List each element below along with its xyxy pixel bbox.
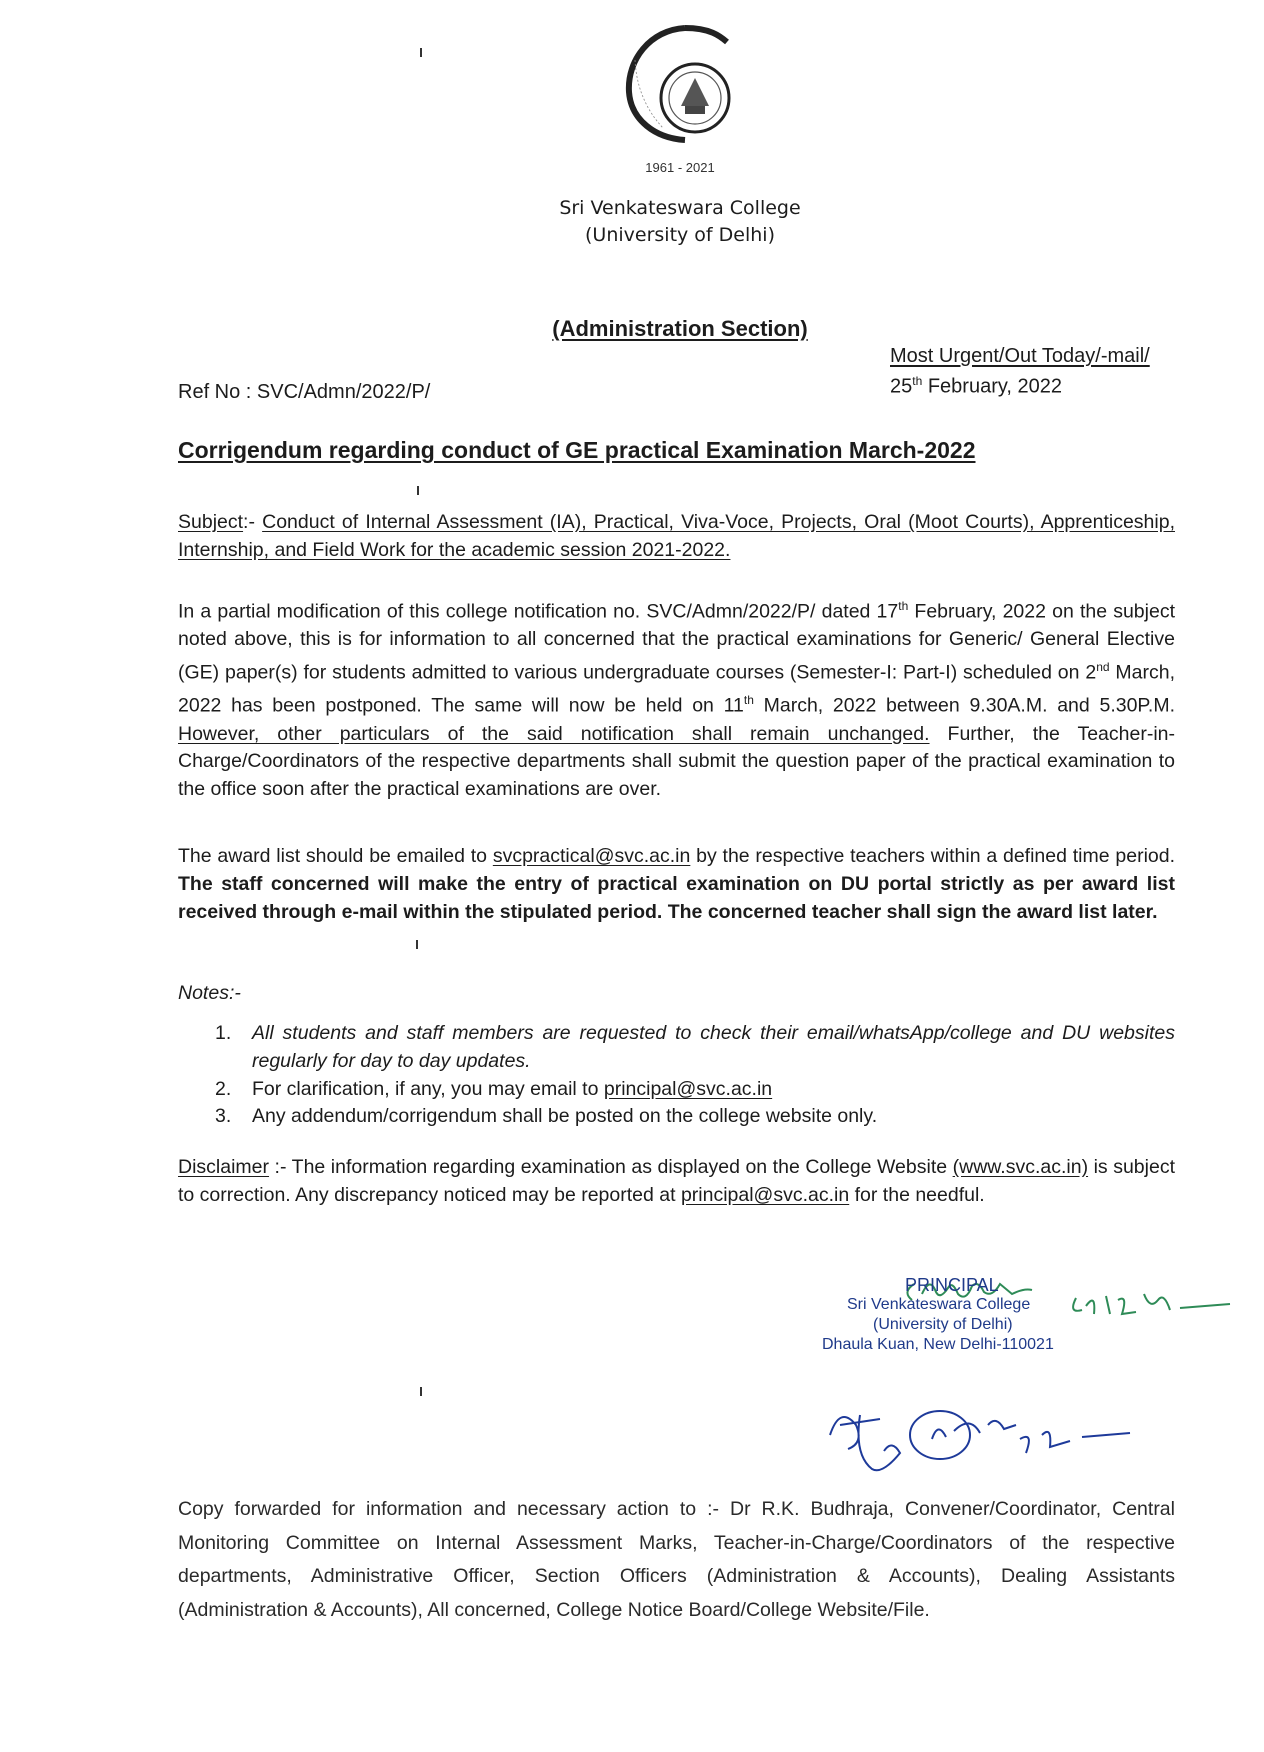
section-title: (Administration Section) — [552, 316, 808, 341]
principal-stamp — [795, 1275, 1115, 1355]
scan-mark — [417, 486, 419, 495]
corrigendum-title: Corrigendum regarding conduct of GE practical Examination March-2022 — [178, 437, 976, 463]
college-logo — [615, 20, 750, 160]
college-header — [480, 195, 880, 249]
notice-date: 25th February, 2022 — [890, 374, 1062, 398]
countersignature — [820, 1395, 1140, 1485]
jubilee-years: 1961 - 2021 — [645, 160, 715, 175]
unchanged-note: However, other particulars of the said notification shall remain unchanged. — [178, 722, 930, 745]
notes-list — [178, 1020, 1175, 1131]
list-item: 3. Any addendum/corrigendum shall be posted on the college website only. — [215, 1105, 878, 1128]
urgency-label: Most Urgent/Out Today/-mail/ — [890, 345, 1150, 367]
college-name: Sri Venkateswara College — [559, 197, 801, 219]
subject-label: Subject — [178, 511, 244, 533]
scan-mark — [420, 48, 422, 57]
stamp-title: PRINCIPAL — [905, 1275, 999, 1295]
list-item: 1. All students and staff members are requested to check their email/whatsApp/college and DU websites regularly for day to day updates. — [215, 1022, 1175, 1072]
stamp-address: Dhaula Kuan, New Delhi-110021 — [822, 1336, 1054, 1353]
scan-mark — [416, 940, 418, 949]
reference-number: Ref No : SVC/Admn/2022/P/ — [178, 381, 431, 403]
notes-heading: Notes:- — [178, 982, 241, 1004]
modification-paragraph: In a partial modification of this college notification no. SVC/Admn/2022/P/ dated 17th February, 2022 on the subject noted above, this is for information to all concerned that the practical examinations for Generic/ General Elective (GE) paper(s) for students admitted to various undergraduate courses (Semester-I: Part-I) scheduled on 2nd March, 2022 has been postponed. The same will now be held on 11th March, 2022 between 9.30A.M. and 5.30P.M. However, other particulars of the said notification shall remain unchanged. Further, the Teacher-in-Charge/Coordinators of the respective departments shall submit the question paper of the practical examination to the office soon after the practical examinations are over. — [178, 599, 1175, 801]
scan-mark — [420, 1387, 422, 1396]
stamp-university: (University of Delhi) — [873, 1316, 1013, 1333]
subject-text: Conduct of Internal Assessment (IA), Practical, Viva-Voce, Projects, Oral (Moot Courts), Apprenticeship, Internship, and Field Work for the academic session 2021-2022. — [178, 511, 1175, 561]
disclaimer-label: Disclaimer — [178, 1156, 270, 1178]
principal-email-link[interactable]: principal@svc.ac.in — [603, 1077, 773, 1100]
portal-entry-instruction: The staff concerned will make the entry of practical examination on DU portal strictly as per award list received through e-mail within the stipulated period. The concerned teacher shall sign the award list later. — [178, 872, 1175, 923]
university-name: (University of Delhi) — [585, 224, 775, 246]
disclaimer-email-link[interactable]: principal@svc.ac.in — [680, 1183, 850, 1206]
disclaimer: Disclaimer :- The information regarding examination as displayed on the College Website (www.svc.ac.in) is subject to correction. Any discrepancy noticed may be reported at principal@svc.ac.in for the needful. — [178, 1156, 1176, 1206]
practical-email-link[interactable]: svcpractical@svc.ac.in — [492, 845, 691, 867]
stamp-college: Sri Venkateswara College — [847, 1296, 1031, 1313]
award-list-paragraph: The award list should be emailed to svcpractical@svc.ac.in by the respective teachers within a defined time period. The staff concerned will make the entry of practical examination on DU portal strictly as per award list received through e-mail within the stipulated period. The concerned teacher shall sign the award list later. — [178, 845, 1176, 923]
subject-line: Subject:- Conduct of Internal Assessment (IA), Practical, Viva-Voce, Projects, Oral (Moot Courts), Apprenticeship, Internship, and Field Work for the academic session 2021-2022. — [178, 511, 1175, 561]
list-item: 2. For clarification, if any, you may email to principal@svc.ac.in — [215, 1077, 773, 1100]
copy-forwarded: Copy forwarded for information and necessary action to :- Dr R.K. Budhraja, Convener/Coordinator, Central Monitoring Committee on Internal Assessment Marks, Teacher-in-Charge/Coordinators of the respective departments, Administrative Officer, Section Officers (Administration & Accounts), Dealing Assistants (Administration & Accounts), All concerned, College Notice Board/College Website/File. — [178, 1498, 1175, 1621]
website-link[interactable]: (www.svc.ac.in) — [952, 1156, 1089, 1178]
